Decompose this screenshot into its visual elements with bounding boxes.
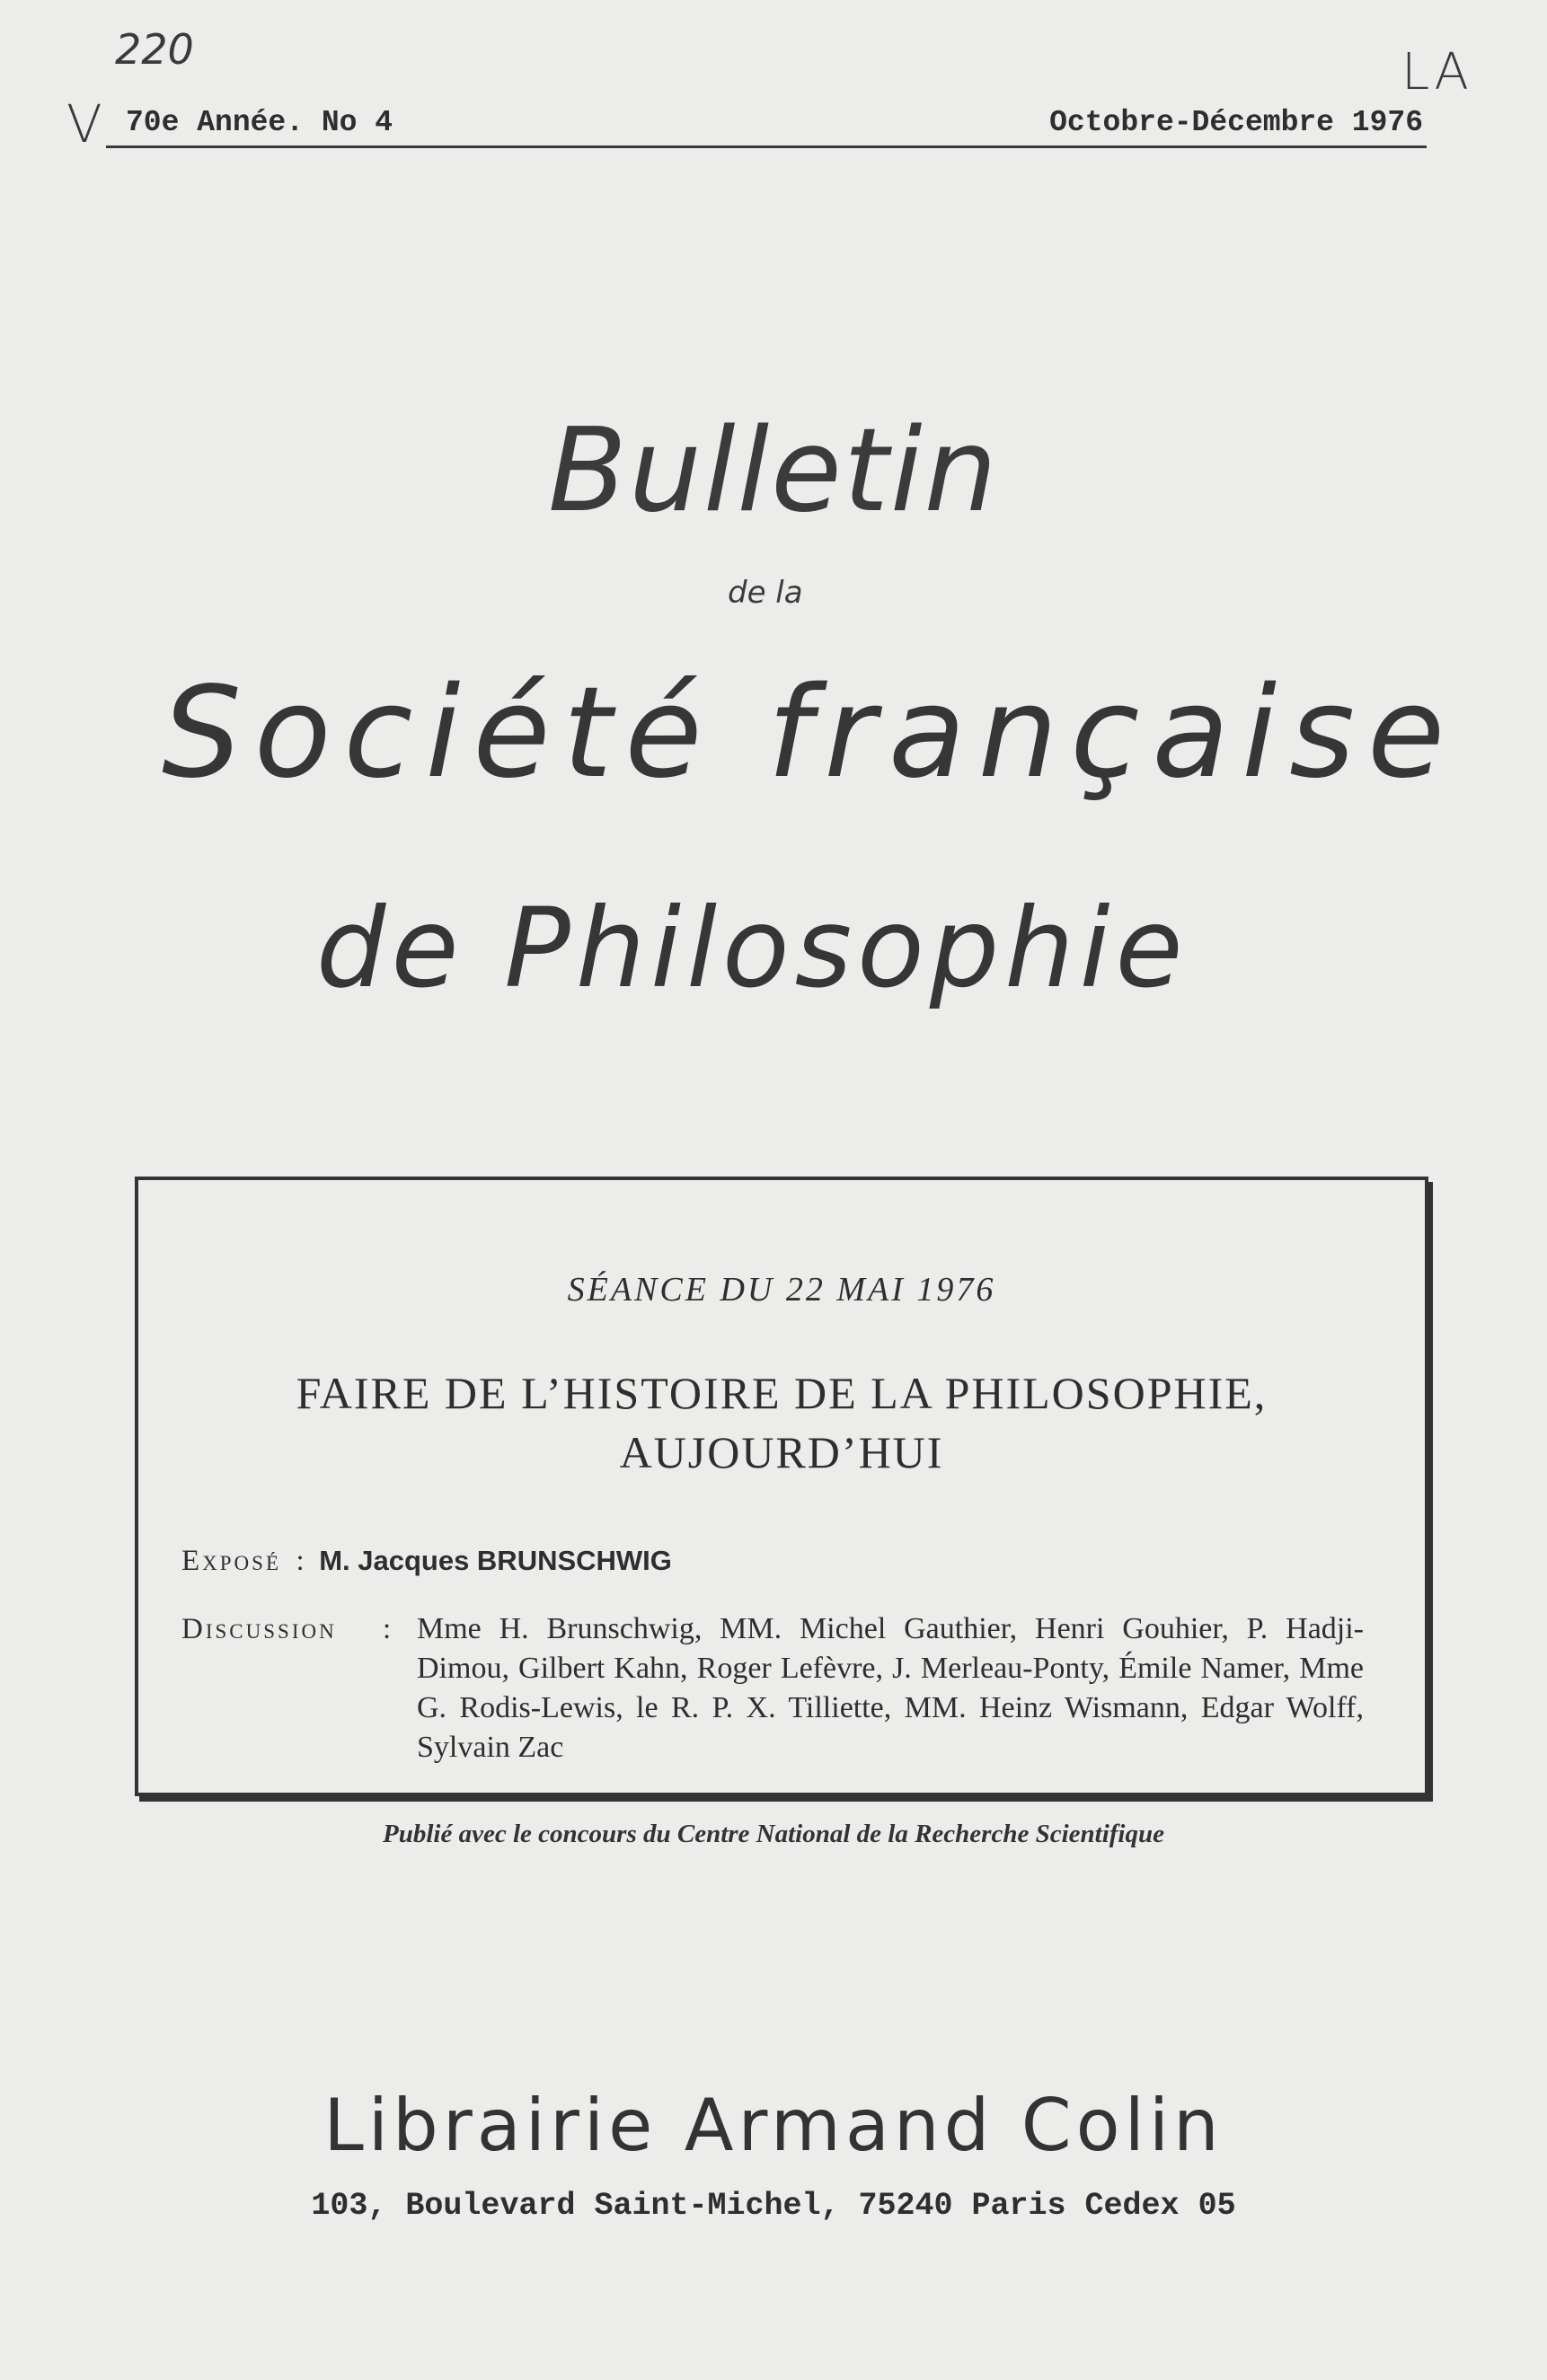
header-rule [106,145,1427,148]
title-de-philosophie: de Philosophie [316,885,1189,1012]
publisher-name: Librairie Armand Colin [323,2084,1224,2167]
handwritten-initials: LA [1401,43,1472,101]
session-heading: SÉANCE DU 22 MAI 1976 [567,1271,996,1309]
title-bulletin: Bulletin [548,404,999,538]
handwritten-check-mark: V [66,93,102,154]
issue-number: 70e Année. No 4 [126,106,393,139]
expose-row [181,1545,672,1578]
title-de-la: de la [728,575,803,611]
discussion-participants: Mme H. Brunschwig, MM. Michel Gauthier, Henri Gouhier, P. Hadji-Dimou, Gilbert Kahn, Roger Lefèvre, J. Merleau-Ponty, Émile Namer, Mme G. Rodis-Lewis, le R. P. X. Tilliette, MM. Heinz Wismann, Edgar Wolff, Sylvain Zac [417,1612,1364,1764]
expose-separator: : [288,1545,312,1577]
expose-label: Exposé [181,1545,282,1577]
session-box [135,1177,1428,1796]
expose-speaker: M. Jacques BRUNSCHWIG [319,1545,672,1576]
discussion-separator: : [383,1613,392,1645]
handwritten-number: 220 [115,25,194,74]
session-title-line1: FAIRE DE L’HISTOIRE DE LA PHILOSOPHIE, [296,1368,1268,1418]
publisher-address: 103, Boulevard Saint-Michel, 75240 Paris Cedex 05 [311,2188,1236,2224]
title-societe-francaise: Société française [162,660,1458,807]
discussion-label: Discussion [181,1613,337,1645]
issue-date: Octobre-Décembre 1976 [1049,106,1423,139]
session-title-line2: AUJOURD’HUI [619,1427,944,1477]
cnrs-credit: Publié avec le concours du Centre National de la Recherche Scientifique [383,1820,1164,1848]
